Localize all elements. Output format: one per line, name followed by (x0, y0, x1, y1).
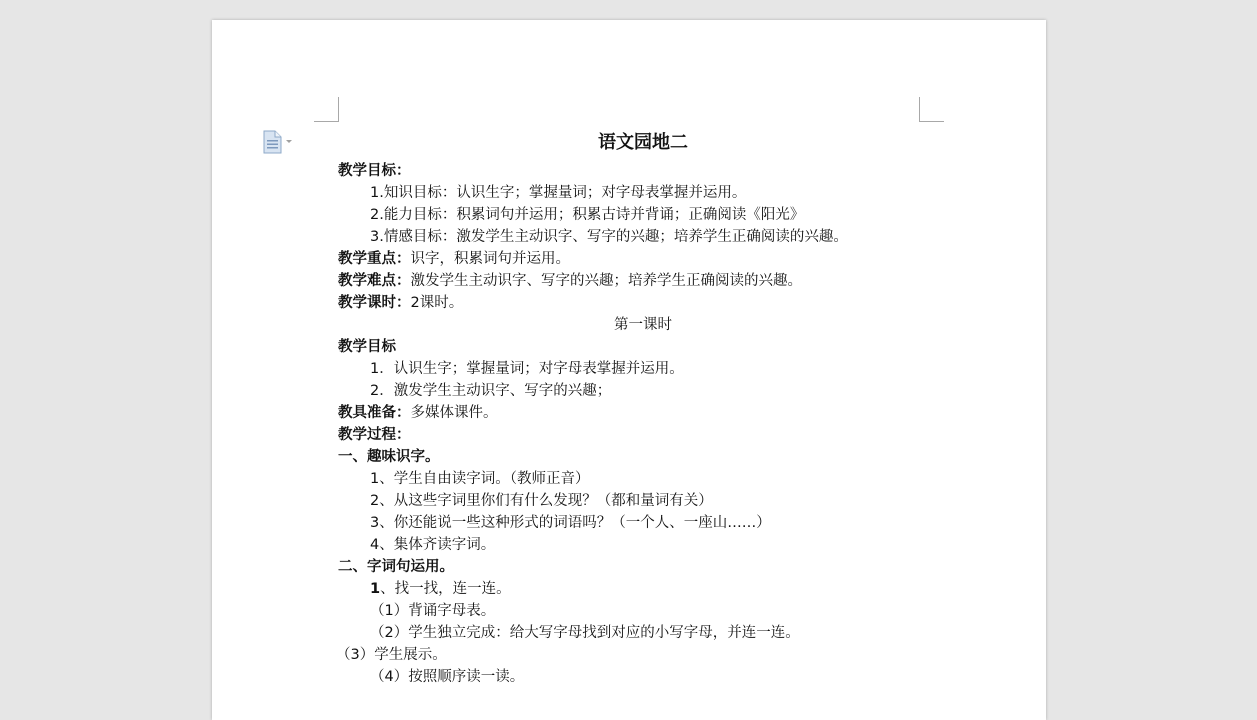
chevron-down-icon (283, 130, 295, 154)
doc-line: （4）按照顺序读一读。 (370, 669, 525, 685)
section-heading: 第一课时 (614, 317, 672, 333)
document-icon (263, 130, 283, 154)
doc-line: （1）背诵字母表。 (370, 603, 496, 619)
paragraph-options-button[interactable] (263, 130, 299, 154)
doc-line: 教学课时：2课时。 (338, 295, 464, 311)
doc-line: 4、集体齐读字词。 (370, 537, 496, 553)
doc-line: （3）学生展示。 (336, 647, 447, 663)
document-body (338, 128, 928, 688)
doc-line: 2.能力目标：积累词句并运用；积累古诗并背诵；正确阅读《阳光》 (370, 207, 805, 223)
doc-line: 3、你还能说一些这种形式的词语吗？（一个人、一座山……） (370, 515, 771, 531)
doc-line: 教学目标 (338, 339, 396, 355)
doc-line: 2．激发学生主动识字、写字的兴趣； (370, 383, 612, 399)
document-title: 语文园地二 (598, 132, 688, 153)
doc-line: 二、字词句运用。 (338, 559, 454, 575)
doc-line: 教具准备：多媒体课件。 (338, 405, 498, 421)
doc-line: 1.知识目标：认识生字；掌握量词；对字母表掌握并运用。 (370, 185, 747, 201)
doc-line: 一、趣味识字。 (338, 449, 440, 465)
doc-line: 教学重点：识字，积累词句并运用。 (338, 251, 570, 267)
doc-line: 1．认识生字；掌握量词；对字母表掌握并运用。 (370, 361, 684, 377)
doc-line: 教学过程： (338, 427, 411, 443)
document-page (212, 20, 1046, 720)
doc-line: 1、找一找，连一连。 (370, 581, 511, 597)
doc-line: 教学目标： (338, 163, 411, 179)
margin-corner-top-right (919, 97, 944, 122)
doc-line: （2）学生独立完成：给大写字母找到对应的小写字母，并连一连。 (370, 625, 800, 641)
doc-line: 1、学生自由读字词。（教师正音） (370, 471, 590, 487)
doc-line: 3.情感目标：激发学生主动识字、写字的兴趣；培养学生正确阅读的兴趣。 (370, 229, 848, 245)
margin-corner-top-left (314, 97, 339, 122)
doc-line: 2、从这些字词里你们有什么发现？（都和量词有关） (370, 493, 713, 509)
doc-line: 教学难点：激发学生主动识字、写字的兴趣；培养学生正确阅读的兴趣。 (338, 273, 802, 289)
